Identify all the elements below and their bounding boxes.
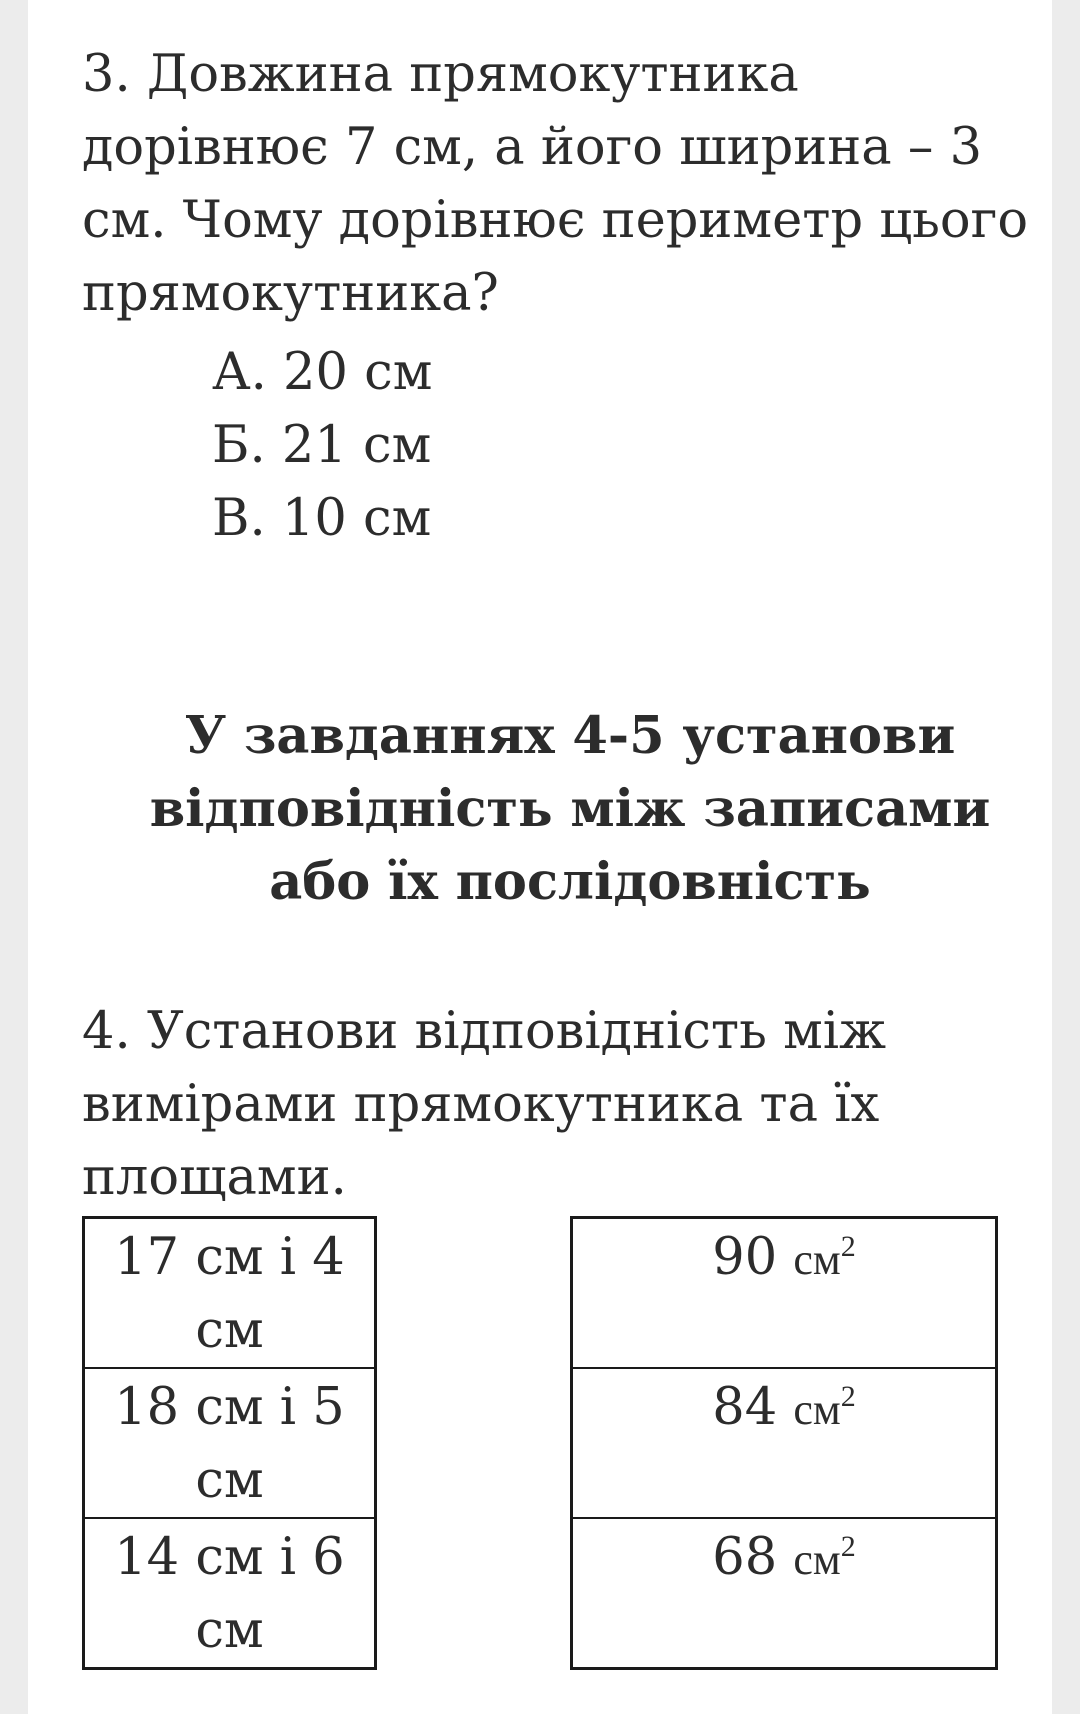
area-cell [572, 1218, 997, 1369]
question-4-text: 4. Установи відповідність між вимірами прямокутника та їх площами. [82, 1002, 887, 1207]
areas-table [570, 1216, 998, 1670]
area-value: 90 [712, 1228, 778, 1287]
question-3-text: 3. Довжина прямокутника дорівнює 7 см, а його ширина – 3 см. Чому дорівнює периметр цього прямокутника? [82, 45, 1029, 323]
document-page [28, 0, 1052, 1714]
table-row [572, 1518, 997, 1669]
option-c: В. 10 см [212, 489, 432, 548]
section-heading-line: або їх послідовність [269, 852, 871, 912]
option-a: А. 20 см [212, 343, 433, 402]
dimension-cell: 14 см і 6 см [84, 1518, 376, 1669]
table-row [84, 1218, 376, 1369]
option-b: Б. 21 см [212, 416, 432, 475]
dimension-cell: 17 см і 4 см [84, 1218, 376, 1369]
area-unit: $см^2$ [793, 1380, 856, 1434]
section-heading-line: відповідність між записами [149, 779, 991, 839]
table-row [572, 1218, 997, 1369]
table-row [84, 1368, 376, 1518]
table-row [84, 1518, 376, 1669]
area-value: 68 [712, 1528, 778, 1587]
dimension-cell: 18 см і 5 см [84, 1368, 376, 1518]
area-unit: $см^2$ [793, 1230, 856, 1284]
area-cell [572, 1368, 997, 1518]
area-cell [572, 1518, 997, 1669]
section-heading [82, 700, 1058, 919]
area-unit: $см^2$ [793, 1530, 856, 1584]
table-row [572, 1368, 997, 1518]
section-heading-line: У завданнях 4-5 установи [184, 706, 956, 766]
question-3-options [212, 336, 812, 555]
dimensions-table [82, 1216, 377, 1670]
area-value: 84 [712, 1378, 778, 1437]
